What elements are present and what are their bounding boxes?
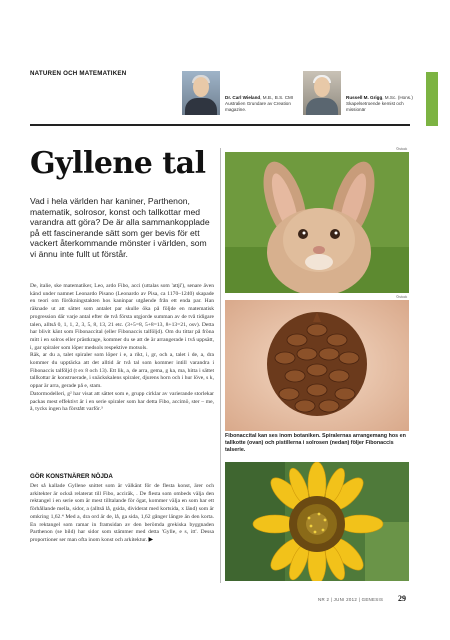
continue-arrow-icon: ▶ bbox=[148, 536, 154, 543]
author-credentials: , M.Sc. (Hons.) Skapelsetroende kemist och missionär bbox=[346, 95, 413, 112]
image-credit: ©istock bbox=[396, 295, 408, 299]
page-number: 29 bbox=[398, 594, 406, 603]
column-divider bbox=[220, 148, 221, 583]
author-photo bbox=[303, 71, 341, 115]
rabbit-photo bbox=[225, 152, 409, 293]
author-photo bbox=[182, 71, 220, 115]
article-body bbox=[30, 283, 214, 414]
pinecone-photo bbox=[225, 300, 409, 431]
section-subhead: GÖR KONSTNÄRER NÖJDA bbox=[30, 473, 113, 480]
body-paragraph: De, italie, ske matematiker, Leo, ardo Fibo, acci (uttalas som 'attjí'), senare även känd under namnet Leonardo Pisano (Leonardo av Pisa, ca 1170–1240) skapade en teori om förökningstakten hos kaninpar utgående från ett enda par. Han räknade ut att sättet som antalet par skulle öka på följde en matematisk progression där varje antal efter de två första utgjorde summan av de två tidigare talen, alltså 0, 1, 1, 2, 3, 5, 8, 13, 21 etc. (3+5=8, 5+8=13, 8+13=21, osv). Detta har blivit känt som Fibonaccital (eller Fibonaccis talföljd). Om du tittar på fröna mitt i en solros eller prästkrage, kommer du se att de är arrangerade i två uppsätt, i, gar spiraler som löper medsols respektive motsols. bbox=[30, 283, 214, 351]
section-color-tab bbox=[426, 72, 438, 126]
article-title: Gyllene tal bbox=[30, 146, 206, 181]
header-rule bbox=[30, 124, 410, 126]
image-credit: ©istock bbox=[396, 147, 408, 151]
body-paragraph: Datormodelleri, g² har visat att sättet som e, grupp cirklar av varierande storlekar packas mest effektivt är i en serie spiraler som har detta Fibo, accimö, ster – me, å, tycks ingen ha förstått varför.³ bbox=[30, 390, 214, 413]
author-credentials: , M.B., B.S. CMI Australien Grundare av Creation magazine. bbox=[225, 95, 294, 112]
author-name: Russell M. Grigg bbox=[346, 95, 383, 100]
author-bio bbox=[346, 71, 416, 115]
author-name: Dr. Carl Wieland bbox=[225, 95, 261, 100]
sunflower-photo bbox=[225, 462, 409, 581]
issue-info: NR 2 | JUNI 2012 | GENESIS bbox=[318, 597, 384, 602]
body-paragraph: Det så kallade Gyllene snittet som är välkänt för de flesta konst, ärer och arkitekter är också relaterat till Fibo, acciräk, . De flesta som ombeds välja den rektangel i en serie som är mest tilltalande för ögat, kommer välja en som har ett förhållande mella, sidor, a (alltså lå, gsida, dividerat med kortsida, x länd) som är omkring 1,62.⁴ Med a, dra ord är de, lå, ga sida, 1,62 gånger längre än den korta. En rektangel som ramar in framsidan av den berömda grekiska byggnaden Parthenon (se bild) har sidor som stämmer med detta 'Gylle, e s, itt'. Dessa proportioner ser man ofta inom konst och arkitektur. bbox=[30, 483, 214, 543]
article-lead: Vad i hela världen har kaniner, Parthenon, matematik, solrosor, konst och tallkottar med varandra att göra? De är alla sammankopplade på ett fascinerande sätt som ger bevis för ett vackert återkommande mönster i världen, som vi ännu inte fullt ut förstår. bbox=[30, 196, 210, 259]
author-card bbox=[303, 71, 416, 115]
section-label: NATUREN OCH MATEMATIKEN bbox=[30, 70, 127, 77]
article-body-continued bbox=[30, 483, 214, 545]
author-card bbox=[182, 71, 295, 115]
author-bio bbox=[225, 71, 295, 115]
body-paragraph: Räk, ar du a, talet spiraler som löper i e, a rikt, i, gr, och a, talet i de, a, dra kommer du upptäcka att det alltid är två tal som kommer intill varandra i Fibonaccis talföljd (t ex 8 och 13). Ett lik, a, de arra, gema, g ka, ma, hitta i sättet tallkottar är konstruerade, i snäckskalens spiraler, djurens horn och i hur löve, s k, oppar är arra, gerade på e, stam. bbox=[30, 352, 214, 390]
image-caption: Fibonaccital kan ses inom botaniken. Spiralernas arrangemang hos en tallkotte (ovan) och pistillerna i solrosen (nedan) följer Fibonaccis talserie. bbox=[225, 433, 406, 453]
